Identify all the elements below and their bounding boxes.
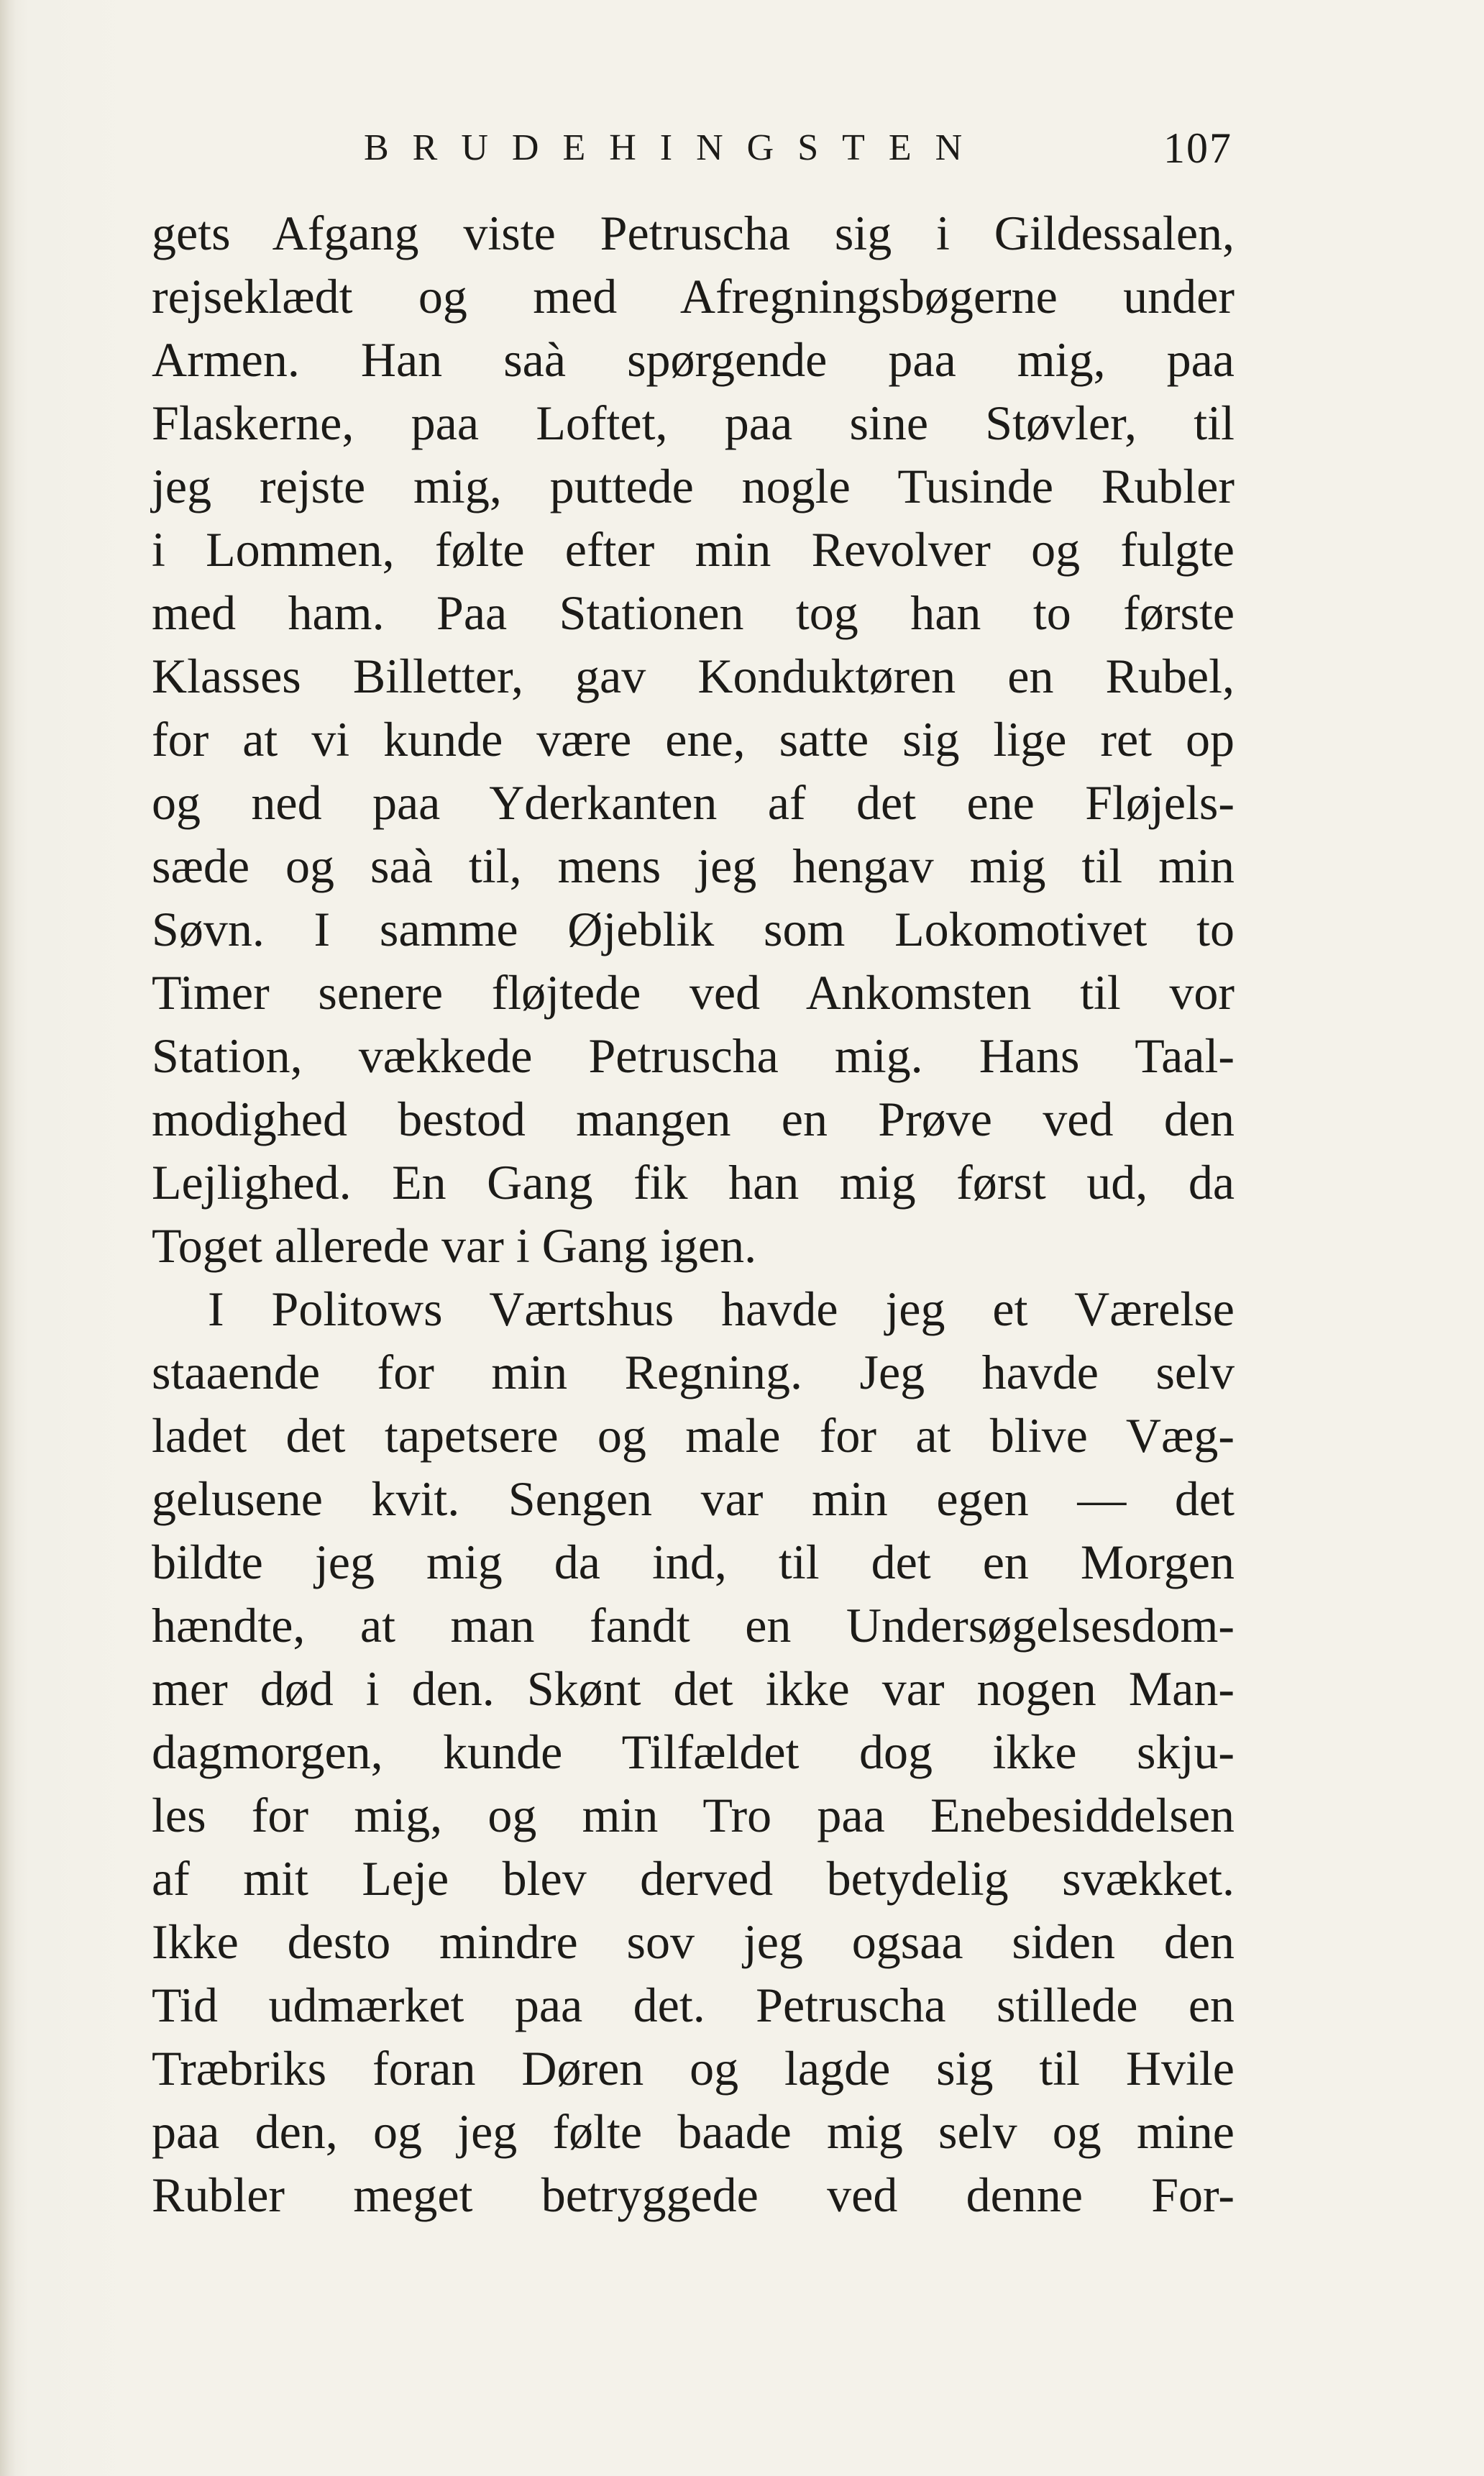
text-line: Timer senere fløjtede ved Ankomsten til vor (152, 965, 1235, 1020)
text-line: rejseklædt og med Afregningsbøgerne under (152, 269, 1235, 324)
body-text (152, 201, 1235, 2226)
text-line: dagmorgen, kunde Tilfældet dog ikke skju- (152, 1724, 1235, 1779)
text-line: hændte, at man fandt en Undersøgelsesdom- (152, 1598, 1235, 1653)
text-line: med ham. Paa Stationen tog han to første (152, 585, 1235, 640)
text-line: og ned paa Yderkanten af det ene Fløjels- (152, 775, 1235, 830)
page-number: 107 (1163, 124, 1232, 172)
text-line: Tid udmærket paa det. Petruscha stillede en (152, 1978, 1235, 2032)
text-line: Klasses Billetter, gav Konduktøren en Rubel, (152, 649, 1235, 703)
text-line: af mit Leje blev derved betydelig svækket. (152, 1851, 1235, 1906)
text-line: gets Afgang viste Petruscha sig i Gildessalen, (152, 206, 1235, 260)
text-line: Søvn. I samme Øjeblik som Lokomotivet to (152, 902, 1235, 956)
text-line: modighed bestod mangen en Prøve ved den (152, 1092, 1235, 1146)
text-line: Lejlighed. En Gang fik han mig først ud, da (152, 1155, 1235, 1210)
text-line: for at vi kunde være ene, satte sig lige ret op (152, 712, 1235, 767)
text-line: Træbriks foran Døren og lagde sig til Hvile (152, 2041, 1235, 2096)
text-line: mer død i den. Skønt det ikke var nogen Man- (152, 1661, 1235, 1716)
text-line: Ikke desto mindre sov jeg ogsaa siden den (152, 1914, 1235, 1969)
text-line: I Politows Værtshus havde jeg et Værelse (208, 1282, 1235, 1336)
text-line: i Lommen, følte efter min Revolver og fulgte (152, 522, 1235, 577)
text-line: Toget allerede var i Gang igen. (152, 1218, 757, 1273)
text-line: gelusene kvit. Sengen var min egen — det (152, 1471, 1235, 1526)
text-line: ladet det tapetsere og male for at blive Væg- (152, 1408, 1235, 1463)
text-line: paa den, og jeg følte baade mig selv og mine (152, 2104, 1235, 2159)
text-line: staaende for min Regning. Jeg havde selv (152, 1345, 1235, 1399)
text-line: Armen. Han saà spørgende paa mig, paa (152, 332, 1235, 387)
text-line: Station, vækkede Petruscha mig. Hans Taal- (152, 1028, 1235, 1083)
page-edge-shadow (0, 0, 16, 2476)
text-line: Flaskerne, paa Loftet, paa sine Støvler, til (152, 396, 1235, 450)
text-line: jeg rejste mig, puttede nogle Tusinde Rubler (152, 459, 1235, 513)
text-line: sæde og saà til, mens jeg hengav mig til min (152, 839, 1235, 893)
text-line: bildte jeg mig da ind, til det en Morgen (152, 1535, 1235, 1589)
text-line: les for mig, og min Tro paa Enebesiddelsen (152, 1788, 1235, 1842)
running-title: BRUDEHINGSTEN (364, 127, 986, 168)
running-header (0, 115, 1484, 173)
text-line: Rubler meget betryggede ved denne For- (152, 2167, 1235, 2222)
